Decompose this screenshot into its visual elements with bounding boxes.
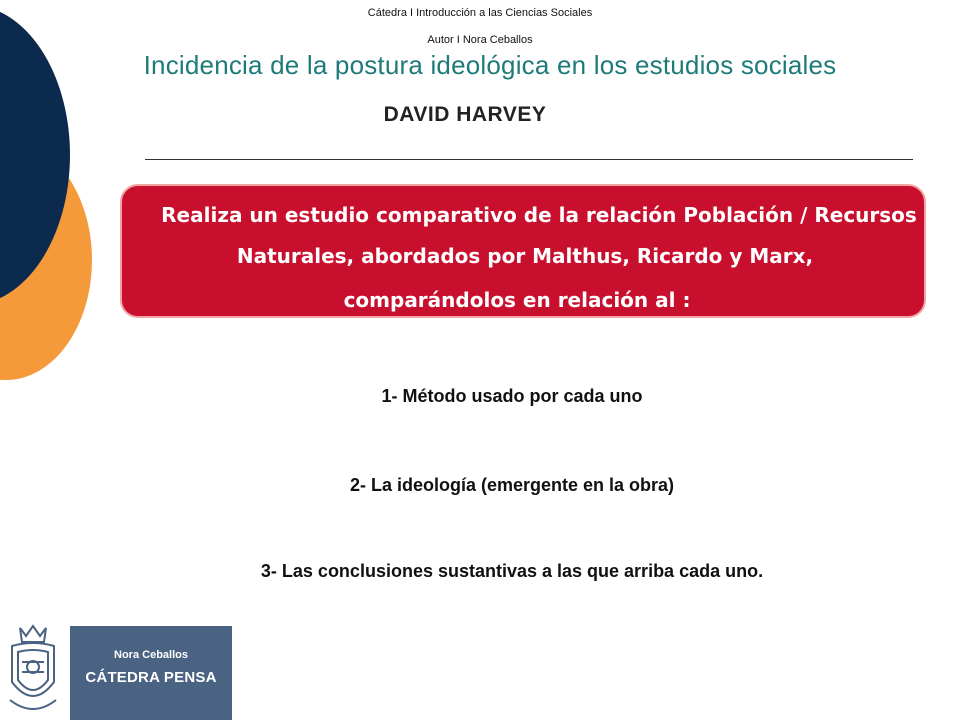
header-author: Autor I Nora Ceballos [427,34,533,46]
university-seal-icon [0,622,66,720]
list-item-method: 1- Método usado por cada uno [381,386,643,406]
badge-catedra-title: CÁTEDRA PENSA [85,669,217,686]
highlight-line-1: Realiza un estudio comparativo de la relación Población / Recursos [161,203,917,227]
divider-line [145,159,913,160]
highlight-line-2: Naturales, abordados por Malthus, Ricardo y Marx, [236,244,814,268]
list-item-ideology: 2- La ideología (emergente en la obra) [349,475,675,495]
catedra-badge [70,626,232,720]
badge-author-name: Nora Ceballos [114,649,188,661]
list-item-conclusions: 3- Las conclusiones sustantivas a las que arriba cada uno. [260,561,764,581]
slide-subtitle: DAVID HARVEY [383,103,547,126]
highlight-box [120,184,926,318]
highlight-line-3: comparándolos en relación al : [343,288,691,312]
header-course: Cátedra I Introducción a las Ciencias Sociales [367,7,593,19]
slide-title: Incidencia de la postura ideológica en los estudios sociales [143,50,837,80]
